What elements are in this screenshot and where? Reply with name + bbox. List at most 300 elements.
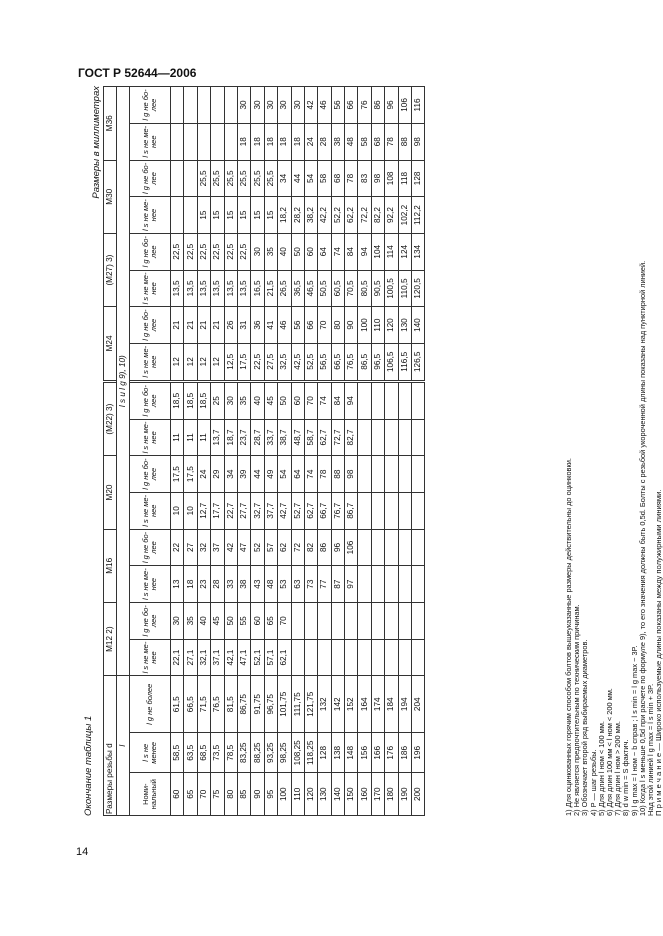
table-cell: 106,5 — [385, 343, 398, 380]
table-cell: 58 — [358, 123, 371, 160]
table-cell — [371, 419, 384, 456]
table-cell: 60 — [251, 602, 264, 639]
table-cell: 18 — [278, 123, 291, 160]
table-cell: 86,7 — [345, 492, 358, 529]
table-cell: 22 — [171, 529, 184, 566]
table-cell — [184, 160, 197, 197]
table-cell: 52,5 — [304, 343, 317, 380]
table-cell: 16,5 — [251, 270, 264, 307]
footnote-item: 7) Для длин l ном > 200 мм. — [613, 721, 623, 816]
table-cell: 54 — [304, 160, 317, 197]
table-cell: 98,25 — [278, 733, 291, 773]
table-cell: 57,1 — [264, 639, 277, 676]
table-cell — [318, 380, 331, 382]
table-cell: 70 — [278, 602, 291, 639]
table-cell: 77 — [318, 566, 331, 603]
table-cell: 58,7 — [304, 419, 317, 456]
table-cell: 88,25 — [251, 733, 264, 773]
table-row — [371, 87, 384, 816]
table-cell: 132 — [318, 676, 331, 733]
table-cell: 87 — [331, 566, 344, 603]
table-cell: 39 — [237, 456, 250, 493]
table-cell — [412, 380, 425, 382]
table-row — [224, 87, 237, 816]
table-cell — [371, 456, 384, 493]
table-cell — [171, 380, 184, 382]
table-cell: 116,5 — [398, 343, 411, 380]
table-cell: 61,5 — [171, 676, 184, 733]
table-cell: 48,7 — [291, 419, 304, 456]
nominal-length-cell: 170 — [371, 773, 384, 816]
table-cell: 42,2 — [318, 197, 331, 234]
table-cell: 106 — [345, 529, 358, 566]
table-cell — [385, 380, 398, 382]
table-cell: 42,5 — [291, 343, 304, 380]
table-cell: 40 — [197, 602, 210, 639]
table-cell: 102,2 — [398, 197, 411, 234]
table-cell: 30 — [251, 233, 264, 270]
table-cell — [237, 380, 250, 382]
table-row — [184, 87, 197, 816]
table-cell: 86,75 — [237, 676, 250, 733]
table-cell: 35 — [184, 602, 197, 639]
table-cell: 15 — [237, 197, 250, 234]
table-cell: 13,5 — [237, 270, 250, 307]
table-cell: 98 — [412, 123, 425, 160]
table-cell — [371, 380, 384, 382]
subheader-lg: l g не бо-лее — [130, 382, 171, 419]
table-cell: 18,5 — [171, 382, 184, 419]
table-cell: 12 — [211, 343, 224, 380]
table-cell: 63,5 — [184, 733, 197, 773]
table-cell — [412, 456, 425, 493]
table-row — [345, 87, 358, 816]
table-cell: 116 — [412, 87, 425, 124]
table-cell: 25,5 — [237, 160, 250, 197]
table-cell: 100,5 — [385, 270, 398, 307]
table-cell: 91,75 — [251, 676, 264, 733]
table-cell: 37 — [211, 529, 224, 566]
table-row — [412, 87, 425, 816]
table-cell: 18 — [264, 123, 277, 160]
subheader-ls: l s не ме-нее — [130, 492, 171, 529]
table-cell: 25,5 — [211, 160, 224, 197]
table-cell: 18 — [184, 566, 197, 603]
table-cell: 27,1 — [184, 639, 197, 676]
table-cell: 128 — [412, 160, 425, 197]
table-row — [304, 87, 317, 816]
table-cell: 62,7 — [304, 492, 317, 529]
table-cell: 37,1 — [211, 639, 224, 676]
footnote-item: Над этой линией l g max = l s min + 3P. — [646, 683, 656, 816]
table-cell: 34 — [224, 456, 237, 493]
table-cell: 12 — [184, 343, 197, 380]
table-cell: 114 — [385, 233, 398, 270]
table-cell: 88 — [398, 123, 411, 160]
size-header-m27: (M27) 3) — [104, 233, 117, 306]
table-cell: 12,5 — [224, 343, 237, 380]
document-header: ГОСТ Р 52644—2006 — [78, 66, 197, 80]
table-cell: 156 — [358, 733, 371, 773]
table-cell: 48 — [345, 123, 358, 160]
table-cell — [371, 382, 384, 419]
nominal-length-cell: 85 — [237, 773, 250, 816]
table-row — [278, 87, 291, 816]
table-cell: 26 — [224, 307, 237, 344]
table-cell — [224, 123, 237, 160]
table-cell: 30 — [264, 87, 277, 124]
table-cell — [345, 602, 358, 639]
nominal-length-cell: 130 — [318, 773, 331, 816]
size-header-m16: M16 — [104, 529, 117, 602]
table-cell: 84 — [331, 382, 344, 419]
spacer-cell — [130, 380, 171, 382]
table-cell: 50 — [278, 382, 291, 419]
table-cell: 120,5 — [412, 270, 425, 307]
table-cell: 73 — [304, 566, 317, 603]
table-body — [171, 87, 425, 816]
table-cell — [358, 529, 371, 566]
size-header-m36: M36 — [104, 87, 117, 161]
table-cell — [398, 380, 411, 382]
table-row — [358, 87, 371, 816]
bolt-dimensions-table — [103, 86, 425, 816]
table-cell: 80,5 — [358, 270, 371, 307]
table-continuation-label: Окончание таблицы 1 — [83, 715, 94, 816]
table-cell — [197, 87, 210, 124]
table-cell: 25,5 — [224, 160, 237, 197]
table-cell: 21 — [197, 307, 210, 344]
table-cell: 94 — [358, 233, 371, 270]
table-cell: 112,2 — [412, 197, 425, 234]
size-header-m12: M12 2) — [104, 602, 117, 675]
table-cell: 38 — [331, 123, 344, 160]
table-cell: 15 — [251, 197, 264, 234]
table-cell — [358, 456, 371, 493]
table-cell: 22,5 — [237, 233, 250, 270]
table-row — [171, 87, 184, 816]
table-cell: 27,5 — [264, 343, 277, 380]
table-cell: 35 — [237, 382, 250, 419]
table-cell: 101,75 — [278, 676, 291, 733]
table-cell: 18,7 — [224, 419, 237, 456]
nominal-length-cell: 190 — [398, 773, 411, 816]
table-cell: 78 — [318, 456, 331, 493]
table-cell: 62,2 — [345, 197, 358, 234]
table-cell: 40 — [278, 233, 291, 270]
table-cell — [291, 380, 304, 382]
size-header-m20: M20 — [104, 456, 117, 529]
table-cell — [385, 456, 398, 493]
table-cell — [171, 160, 184, 197]
table-cell — [358, 639, 371, 676]
table-cell: 58,5 — [171, 733, 184, 773]
table-cell — [412, 529, 425, 566]
table-cell: 50 — [291, 233, 304, 270]
subheader-lg: l g не бо-лее — [130, 87, 171, 124]
table-cell — [398, 419, 411, 456]
nominal-length-cell: 110 — [291, 773, 304, 816]
table-cell: 18 — [291, 123, 304, 160]
table-cell: 76 — [358, 87, 371, 124]
footnote-item: 9) l g max = l ном − b справ ; l s min = l g max − 3P. — [629, 645, 639, 816]
table-cell — [412, 639, 425, 676]
footnote-item: 3) Обозначает второй ряд выбираемых диаметров. — [580, 639, 590, 816]
table-cell — [278, 380, 291, 382]
table-cell: 78,5 — [224, 733, 237, 773]
table-cell: 74 — [304, 456, 317, 493]
subheader-ls: l s не ме-нее — [130, 123, 171, 160]
table-cell: 174 — [371, 676, 384, 733]
subheader-lg: l g не бо-лее — [130, 602, 171, 639]
table-cell: 32,1 — [197, 639, 210, 676]
table-cell: 194 — [398, 676, 411, 733]
table-cell — [224, 380, 237, 382]
table-cell: 96 — [385, 87, 398, 124]
table-cell: 128 — [318, 733, 331, 773]
nominal-length-cell: 65 — [184, 773, 197, 816]
table-cell: 30 — [291, 87, 304, 124]
table-cell — [331, 639, 344, 676]
table-cell: 76,7 — [331, 492, 344, 529]
footnote-item: 10) Когда l s меньше 0,5d при расчете по формуле 9), то его значения должны быть 0,5d. Болты с резьбой укороченной длины показаны над пунктирной линией. — [637, 260, 647, 816]
table-cell — [358, 419, 371, 456]
table-cell — [398, 566, 411, 603]
table-cell: 66,5 — [331, 343, 344, 380]
table-cell: 33,7 — [264, 419, 277, 456]
table-cell: 18,5 — [184, 382, 197, 419]
footnote-item: 5) Для длин l ном < 100 мм. — [596, 721, 606, 816]
table-cell: 96,5 — [371, 343, 384, 380]
table-row — [398, 87, 411, 816]
table-cell: 11 — [197, 419, 210, 456]
table-cell — [385, 529, 398, 566]
table-cell — [345, 639, 358, 676]
subheader-ls: l s не ме-нее — [130, 197, 171, 234]
table-cell: 18 — [251, 123, 264, 160]
table-cell: 86,5 — [358, 343, 371, 380]
table-cell: 17,5 — [171, 456, 184, 493]
table-cell — [251, 380, 264, 382]
table-cell — [304, 602, 317, 639]
table-cell: 30 — [237, 87, 250, 124]
nominal-length-cell: 80 — [224, 773, 237, 816]
table-cell: 22,5 — [211, 233, 224, 270]
table-cell — [171, 123, 184, 160]
table-row — [331, 87, 344, 816]
table-cell: 28 — [318, 123, 331, 160]
table-cell: 111,75 — [291, 676, 304, 733]
table-cell — [398, 529, 411, 566]
table-cell: 52 — [251, 529, 264, 566]
table-cell: 15 — [197, 197, 210, 234]
thread-size-header: Размеры резьбы d — [104, 676, 117, 816]
l-header: l — [117, 676, 130, 816]
table-cell: 30 — [251, 87, 264, 124]
table-cell: 56 — [331, 87, 344, 124]
table-cell: 10 — [184, 492, 197, 529]
table-cell: 68,5 — [197, 733, 210, 773]
table-cell: 50,5 — [318, 270, 331, 307]
table-cell — [358, 492, 371, 529]
table-cell: 37,7 — [264, 492, 277, 529]
table-cell: 98 — [345, 456, 358, 493]
table-cell: 36,5 — [291, 270, 304, 307]
table-cell: 140 — [412, 307, 425, 344]
table-cell: 90 — [345, 307, 358, 344]
table-cell: 10 — [171, 492, 184, 529]
table-cell: 13,5 — [224, 270, 237, 307]
footnotes — [565, 86, 663, 816]
table-cell: 142 — [331, 676, 344, 733]
table-cell: 11 — [171, 419, 184, 456]
table-cell: 62,1 — [278, 639, 291, 676]
table-cell — [398, 602, 411, 639]
table-cell: 13,5 — [197, 270, 210, 307]
table-cell: 30 — [224, 382, 237, 419]
table-cell — [358, 382, 371, 419]
subheader-ls: l s не ме-нее — [130, 270, 171, 307]
footnote-item: 8) d w min = S фактич. — [621, 739, 631, 816]
table-cell: 62,7 — [318, 419, 331, 456]
table-cell: 18,2 — [278, 197, 291, 234]
table-cell: 70 — [304, 382, 317, 419]
table-cell: 23,7 — [237, 419, 250, 456]
table-row — [237, 87, 250, 816]
table-cell: 17,7 — [211, 492, 224, 529]
table-cell: 43 — [251, 566, 264, 603]
table-cell: 42,1 — [224, 639, 237, 676]
table-cell: 90,5 — [371, 270, 384, 307]
lg-max-header: l g не более — [130, 676, 171, 733]
table-cell: 64 — [291, 456, 304, 493]
table-cell: 152 — [345, 676, 358, 733]
table-cell: 134 — [412, 233, 425, 270]
table-cell: 82,7 — [345, 419, 358, 456]
table-cell: 74 — [318, 382, 331, 419]
table-cell — [398, 382, 411, 419]
table-cell: 29 — [211, 456, 224, 493]
table-cell — [331, 380, 344, 382]
table-cell: 82,2 — [371, 197, 384, 234]
subheader-ls: l s не ме-нее — [130, 639, 171, 676]
table-cell: 25,5 — [197, 160, 210, 197]
table-cell: 106 — [398, 87, 411, 124]
table-cell: 56 — [291, 307, 304, 344]
table-cell: 32 — [197, 529, 210, 566]
table-row — [211, 87, 224, 816]
table-cell: 28 — [211, 566, 224, 603]
table-cell: 76,5 — [345, 343, 358, 380]
table-cell: 53 — [278, 566, 291, 603]
table-cell: 27,7 — [237, 492, 250, 529]
spacer-cell — [104, 380, 117, 382]
footnote-item: 4) P — шаг резьбы. — [588, 749, 598, 816]
table-cell: 40 — [251, 382, 264, 419]
table-cell: 65 — [264, 602, 277, 639]
table-cell — [385, 602, 398, 639]
table-cell — [345, 380, 358, 382]
table-cell: 23 — [197, 566, 210, 603]
table-cell — [184, 380, 197, 382]
subheader-lg: l g не бо-лее — [130, 456, 171, 493]
table-row — [251, 87, 264, 816]
table-cell: 126,5 — [412, 343, 425, 380]
table-cell: 12,7 — [197, 492, 210, 529]
subheader-lg: l g не бо-лее — [130, 160, 171, 197]
table-cell: 12 — [197, 343, 210, 380]
size-header-m22: (M22) 3) — [104, 382, 117, 455]
table-cell: 68 — [331, 160, 344, 197]
rotated-table-area — [83, 86, 663, 816]
table-cell: 73,5 — [211, 733, 224, 773]
table-cell: 42 — [304, 87, 317, 124]
table-cell — [385, 382, 398, 419]
table-cell — [398, 492, 411, 529]
table-cell: 57 — [264, 529, 277, 566]
table-cell — [412, 382, 425, 419]
table-cell: 70,5 — [345, 270, 358, 307]
table-cell: 108,25 — [291, 733, 304, 773]
table-cell: 49 — [264, 456, 277, 493]
table-cell — [291, 639, 304, 676]
nominal-length-cell: 180 — [385, 773, 398, 816]
table-cell: 50 — [224, 602, 237, 639]
table-cell: 176 — [385, 733, 398, 773]
table-cell: 26,5 — [278, 270, 291, 307]
table-cell: 148 — [345, 733, 358, 773]
table-cell: 46 — [278, 307, 291, 344]
table-cell: 32,5 — [278, 343, 291, 380]
table-cell: 42,7 — [278, 492, 291, 529]
table-cell: 97 — [345, 566, 358, 603]
table-cell: 63 — [291, 566, 304, 603]
table-cell: 15 — [211, 197, 224, 234]
footnote-item: 2) Не является предпочтительным по техническим причинам. — [572, 604, 582, 816]
nominal-length-cell: 70 — [197, 773, 210, 816]
table-cell: 18,5 — [197, 382, 210, 419]
table-cell: 84 — [345, 233, 358, 270]
table-cell: 22,7 — [224, 492, 237, 529]
table-cell: 60 — [304, 233, 317, 270]
table-cell — [184, 197, 197, 234]
table-cell: 41 — [264, 307, 277, 344]
table-cell: 184 — [385, 676, 398, 733]
table-cell: 60 — [291, 382, 304, 419]
table-row — [385, 87, 398, 816]
table-cell — [211, 380, 224, 382]
table-cell: 31 — [237, 307, 250, 344]
table-cell — [197, 380, 210, 382]
table-cell: 92,2 — [385, 197, 398, 234]
table-cell: 96,75 — [264, 676, 277, 733]
table-cell: 47,1 — [237, 639, 250, 676]
table-cell: 54 — [278, 456, 291, 493]
table-cell — [304, 380, 317, 382]
table-cell: 78 — [345, 160, 358, 197]
table-cell: 15 — [264, 197, 277, 234]
table-cell: 93,25 — [264, 733, 277, 773]
table-cell: 47 — [237, 529, 250, 566]
table-cell: 110 — [371, 307, 384, 344]
table-cell — [371, 492, 384, 529]
table-cell: 32,7 — [251, 492, 264, 529]
table-cell: 21,5 — [264, 270, 277, 307]
table-cell: 130 — [398, 307, 411, 344]
units-label: Размеры в миллиметрах — [91, 86, 102, 199]
table-cell: 52,7 — [291, 492, 304, 529]
nominal-length-cell: 60 — [171, 773, 184, 816]
